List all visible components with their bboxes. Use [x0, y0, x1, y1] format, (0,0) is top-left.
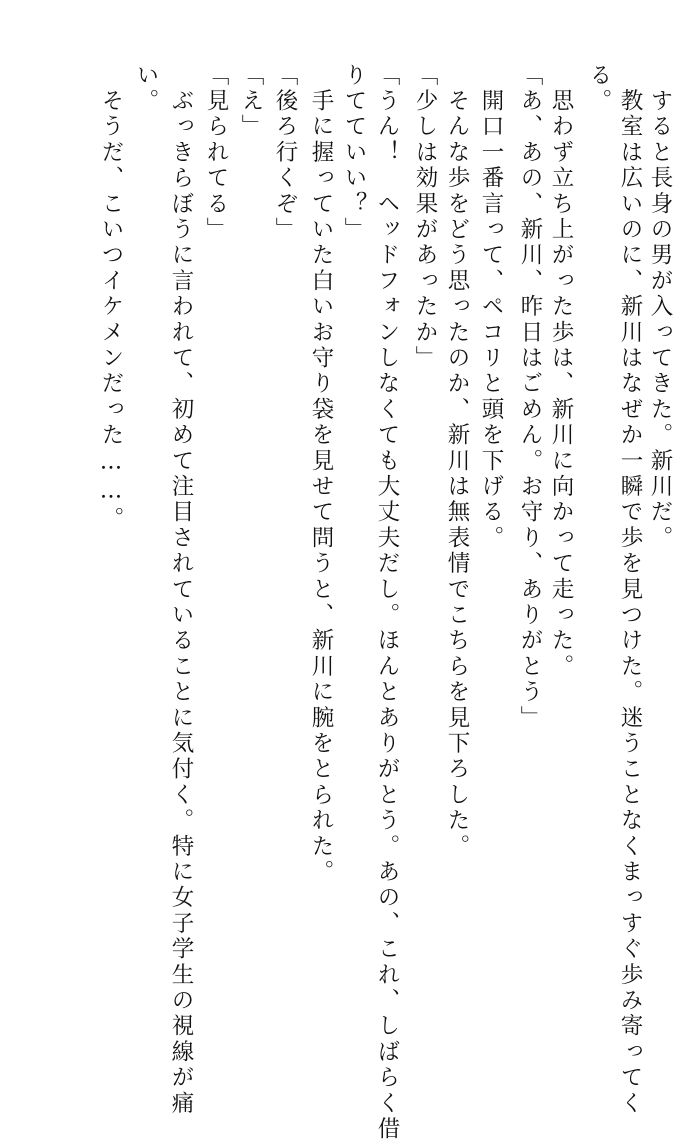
text-line: そんな歩をどう思ったのか、新川は無表情でこちらを見下ろした。: [444, 63, 470, 860]
text-line: 「え」: [238, 63, 264, 141]
text-line: りてていい？」: [341, 63, 367, 243]
text-line: る。: [586, 63, 612, 115]
text-line: 「うん！ ヘッドフォンしなくても大丈夫だし。ほんとありがとう。あの、これ、しばらく借: [374, 63, 400, 1142]
text-line: い。: [133, 63, 159, 115]
text-line: すると長身の男が入ってきた。新川だ。: [647, 63, 673, 552]
text-line: そうだ、こいつイケメンだった……。: [98, 63, 124, 533]
text-line: 開口一番言って、ペコリと頭を下げる。: [478, 63, 504, 552]
text-line: 教室は広いのに、新川はなぜか一瞬で歩を見つけた。迷うことなくまっすぐ歩み寄ってく: [617, 63, 643, 1117]
text-line: 思わず立ち上がった歩は、新川に向かって走った。: [548, 63, 574, 680]
text-line: 「あ、あの、新川、昨日はごめん。お守り、ありがとう」: [517, 63, 543, 732]
text-line: ぶっきらぼうに言われて、初めて注目されていることに気付く。特に女子学生の視線が痛: [168, 63, 194, 1117]
text-line: 「後ろ行くぞ」: [272, 63, 298, 243]
text-line: 手に握っていた白いお守り袋を見せて問うと、新川に腕をとられた。: [308, 63, 334, 886]
text-line: 「見られてる」: [203, 63, 229, 243]
text-line: 「少しは効果があったか」: [412, 63, 438, 372]
